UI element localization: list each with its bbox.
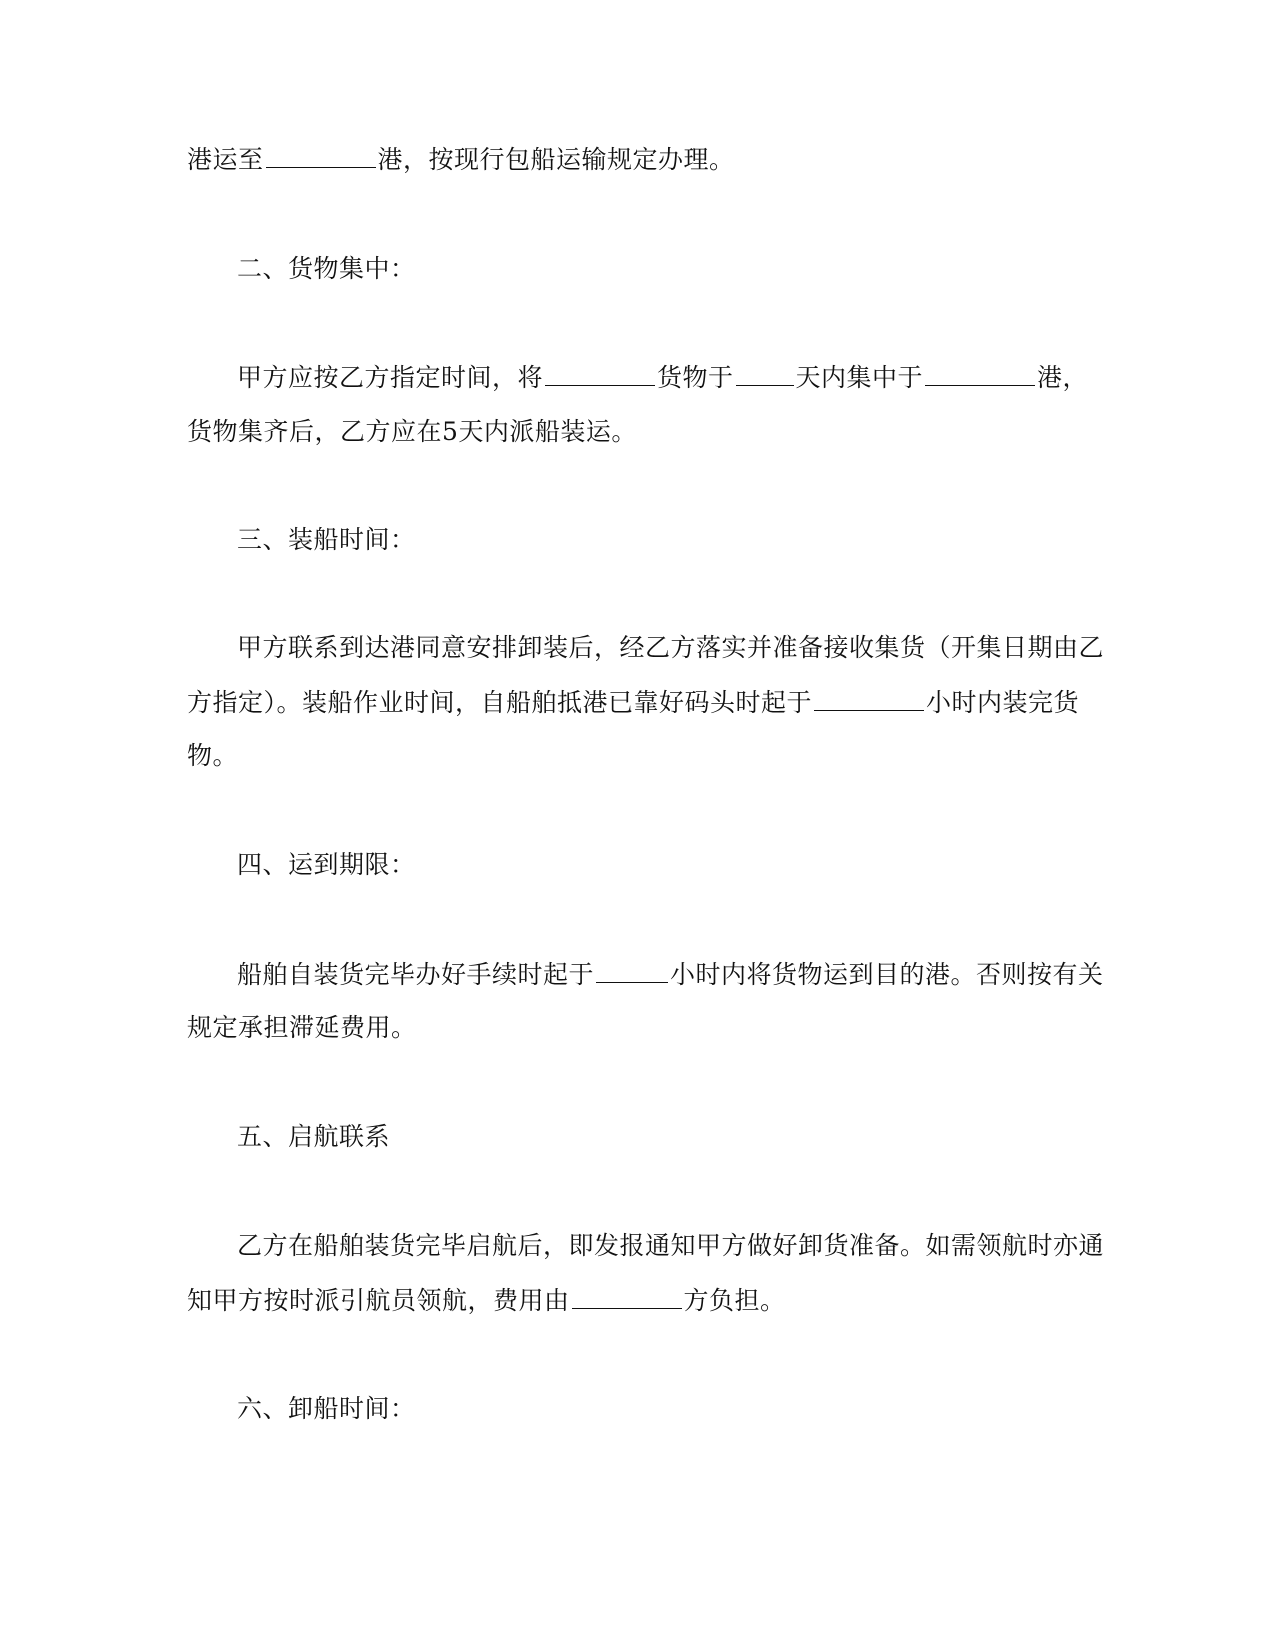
text-segment: 甲方应按乙方指定时间，将 [237, 363, 544, 392]
text-segment: 知甲方按时派引航员领航，费用由 [187, 1286, 570, 1315]
fill-blank [736, 361, 794, 386]
paragraph-4-line-1 [237, 958, 1104, 991]
paragraph-5-line-2 [187, 1284, 786, 1317]
paragraph-4-line-2: 规定承担滞延费用。 [187, 1013, 417, 1042]
section-heading-6: 六、卸船时间： [237, 1394, 416, 1423]
text-segment: 港运至 [187, 145, 264, 174]
text-segment: 天内集中于 [795, 363, 924, 392]
paragraph-5-line-1: 乙方在船舶装货完毕启航后，即发报通知甲方做好卸货准备。如需领航时亦通 [237, 1231, 1105, 1260]
paragraph-2-line-2: 货物集齐后，乙方应在5天内派船装运。 [187, 417, 637, 446]
section-heading-5: 五、启航联系 [237, 1122, 391, 1151]
section-heading-4: 四、运到期限： [237, 850, 416, 879]
paragraph-2-line-1 [237, 361, 1088, 394]
text-segment: 港， [1037, 363, 1089, 392]
text-segment: 港，按现行包船运输规定办理。 [377, 145, 735, 174]
paragraph-3-line-1: 甲方联系到达港同意安排卸装后，经乙方落实并准备接收集货（开集日期由乙 [237, 633, 1105, 662]
paragraph-3-line-3: 物。 [187, 741, 239, 770]
fill-blank [266, 143, 376, 168]
fill-blank [572, 1284, 682, 1309]
text-segment: 方指定）。装船作业时间，自船舶抵港已靠好码头时起于 [187, 688, 813, 717]
paragraph-3-line-2 [187, 686, 1079, 719]
fill-blank [596, 958, 668, 983]
fill-blank [545, 361, 655, 386]
text-segment: 船舶自装货完毕办好手续时起于 [237, 960, 595, 989]
text-segment: 方负担。 [683, 1286, 786, 1315]
fill-blank [925, 361, 1035, 386]
fill-blank [814, 686, 924, 711]
text-segment: 小时内将货物运到目的港。否则按有关 [670, 960, 1104, 989]
section-heading-3: 三、装船时间： [237, 525, 416, 554]
paragraph-1-line-1 [187, 143, 735, 176]
text-segment: 货物于 [657, 363, 734, 392]
text-segment: 小时内装完货 [926, 688, 1080, 717]
section-heading-2: 二、货物集中： [237, 254, 416, 283]
